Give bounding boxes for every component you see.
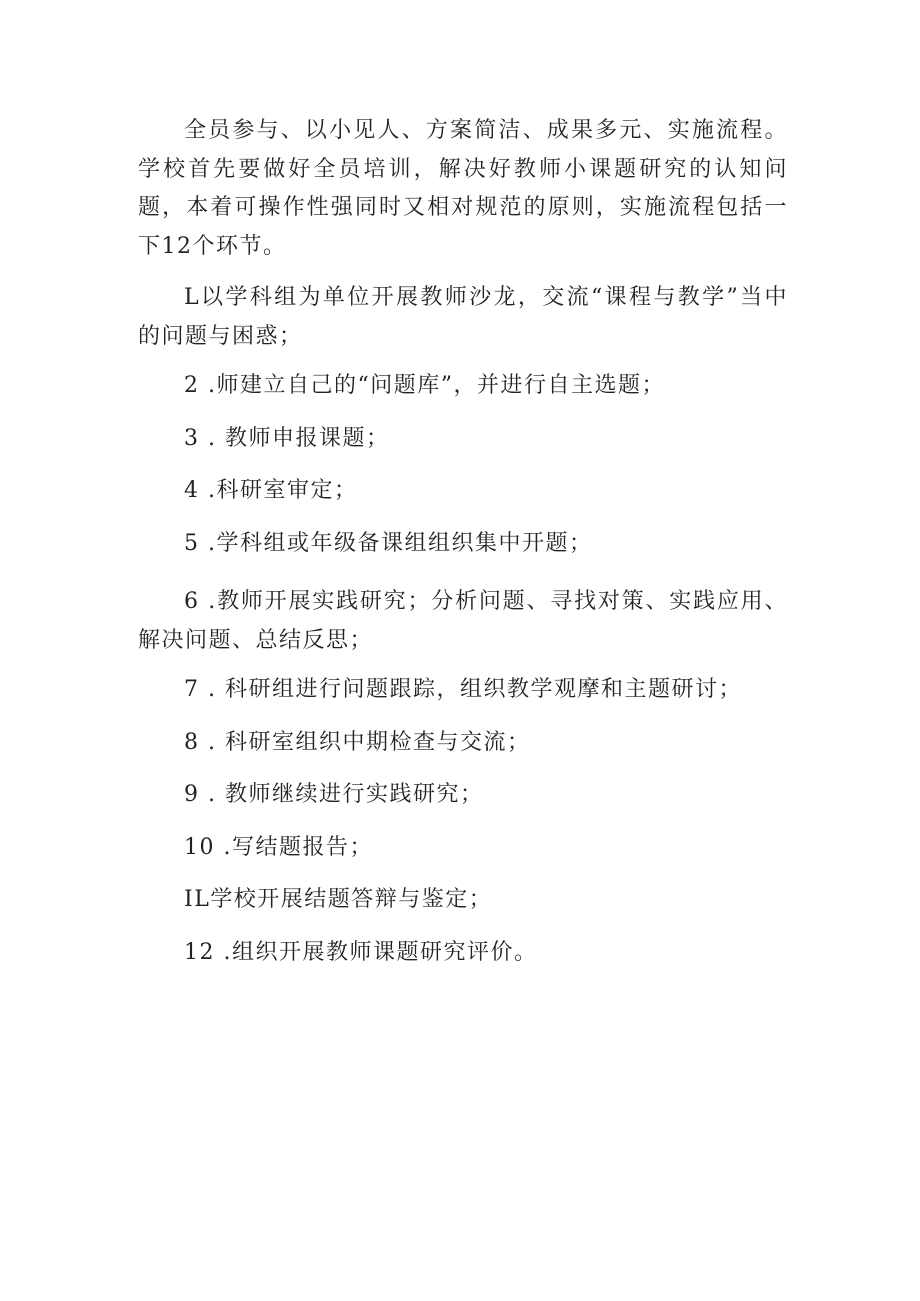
step-10-paragraph: 10 .写结题报告； <box>184 834 373 860</box>
step-9-paragraph: 9 . 教师继续进行实践研究； <box>184 782 484 807</box>
document-body <box>138 112 788 986</box>
step-7-paragraph: 7 . 科研组进行问题跟踪，组织教学观摩和主题研讨； <box>184 677 742 702</box>
step-4-paragraph: 4 .科研室审定； <box>184 478 358 503</box>
step-3-paragraph: 3 . 教师申报课题； <box>184 425 390 451</box>
step-12-paragraph: 12 .组织开展教师课题研究评价。 <box>184 939 538 965</box>
step-8-paragraph: 8 . 科研室组织中期检查与交流； <box>184 729 531 755</box>
step-1-paragraph: L以学科组为单位开展教师沙龙，交流“课程与教学”当中的问题与困惑； <box>138 285 788 349</box>
step-5-paragraph: 5 .学科组或年级备课组组织集中开题； <box>184 530 593 556</box>
intro-paragraph: 全员参与、以小见人、方案简洁、成果多元、实施流程。学校首先要做好全员培训，解决好教师小课题研究的认知问题，本着可操作性强同时又相对规范的原则，实施流程包括一下12个环节。 <box>138 118 788 259</box>
step-6-paragraph: 6 .教师开展实践研究；分析问题、寻找对策、实践应用、解决问题、总结反思； <box>138 589 788 653</box>
step-2-paragraph: 2 .师建立自己的“问题库”，并进行自主选题； <box>184 373 665 398</box>
step-11-paragraph: IL学校开展结题答辩与鉴定； <box>184 887 493 912</box>
